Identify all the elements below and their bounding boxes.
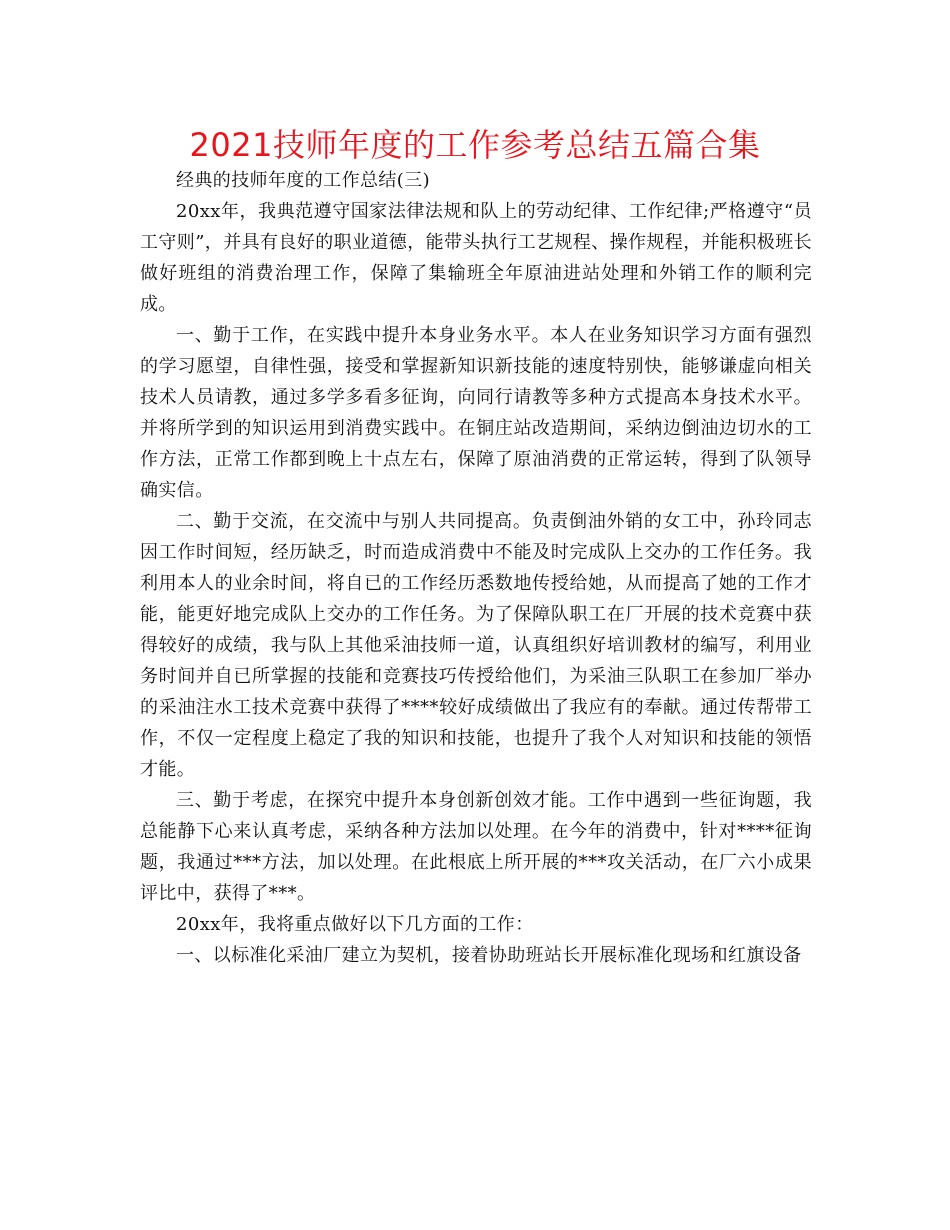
paragraph: 一、以标准化采油厂建立为契机，接着协助班站长开展标准化现场和红旗设备 — [176, 945, 802, 966]
paragraph: 二、勤于交流，在交流中与别人共同提高。负责倒油外销的女工中，孙玲同志因工作时间短，经历缺乏，时而造成消费中不能及时完成队上交办的工作任务。我利用本人的业余时间，将自已的工作经历悉数地传授给她，从而提高了她的工作才能，能更好地完成队上交办的工作任务。为了保障队职工在厂开展的技术竞赛中获得较好的成绩，我与队上其他采油技师一道，认真组织好培训教材的编写，利用业务时间并自已所掌握的技能和竞赛技巧传授给他们，为采油三队职工在参加厂举办的采油注水工技术竞赛中获得了****较好成绩做出了我应有的奉献。通过传帮带工作，不仅一定程度上稳定了我的知识和技能，也提升了我个人对知识和技能的领悟才能。 — [140, 511, 812, 780]
document-title: 2021技师年度的工作参考总结五篇合集 — [189, 126, 761, 164]
paragraph: 20xx年，我将重点做好以下几方面的工作： — [176, 914, 534, 935]
document-body — [140, 165, 812, 971]
paragraph: 20xx年，我典范遵守国家法律法规和队上的劳动纪律、工作纪律;严格遵守“员工守则”，并具有良好的职业道德，能带头执行工艺规程、操作规程，并能积极班长做好班组的消费治理工作，保障了集输班全年原油进站处理和外销工作的顺利完成。 — [140, 201, 812, 315]
section-heading: 经典的技师年度的工作总结(三) — [176, 170, 431, 191]
paragraph: 一、勤于工作，在实践中提升本身业务水平。本人在业务知识学习方面有强烈的学习愿望，自律性强，接受和掌握新知识新技能的速度特别快，能够谦虚向相关技术人员请教，通过多学多看多征询，向同行请教等多种方式提高本身技术水平。并将所学到的知识运用到消费实践中。在铜庄站改造期间，采纳边倒油边切水的工作方法，正常工作都到晚上十点左右，保障了原油消费的正常运转，得到了队领导确实信。 — [140, 325, 812, 501]
paragraph: 三、勤于考虑，在探究中提升本身创新创效才能。工作中遇到一些征询题，我总能静下心来认真考虑，采纳各种方法加以处理。在今年的消费中，针对****征询题，我通过***方法，加以处理。在此根底上所开展的***攻关活动，在厂六小成果评比中，获得了***。 — [140, 790, 812, 904]
